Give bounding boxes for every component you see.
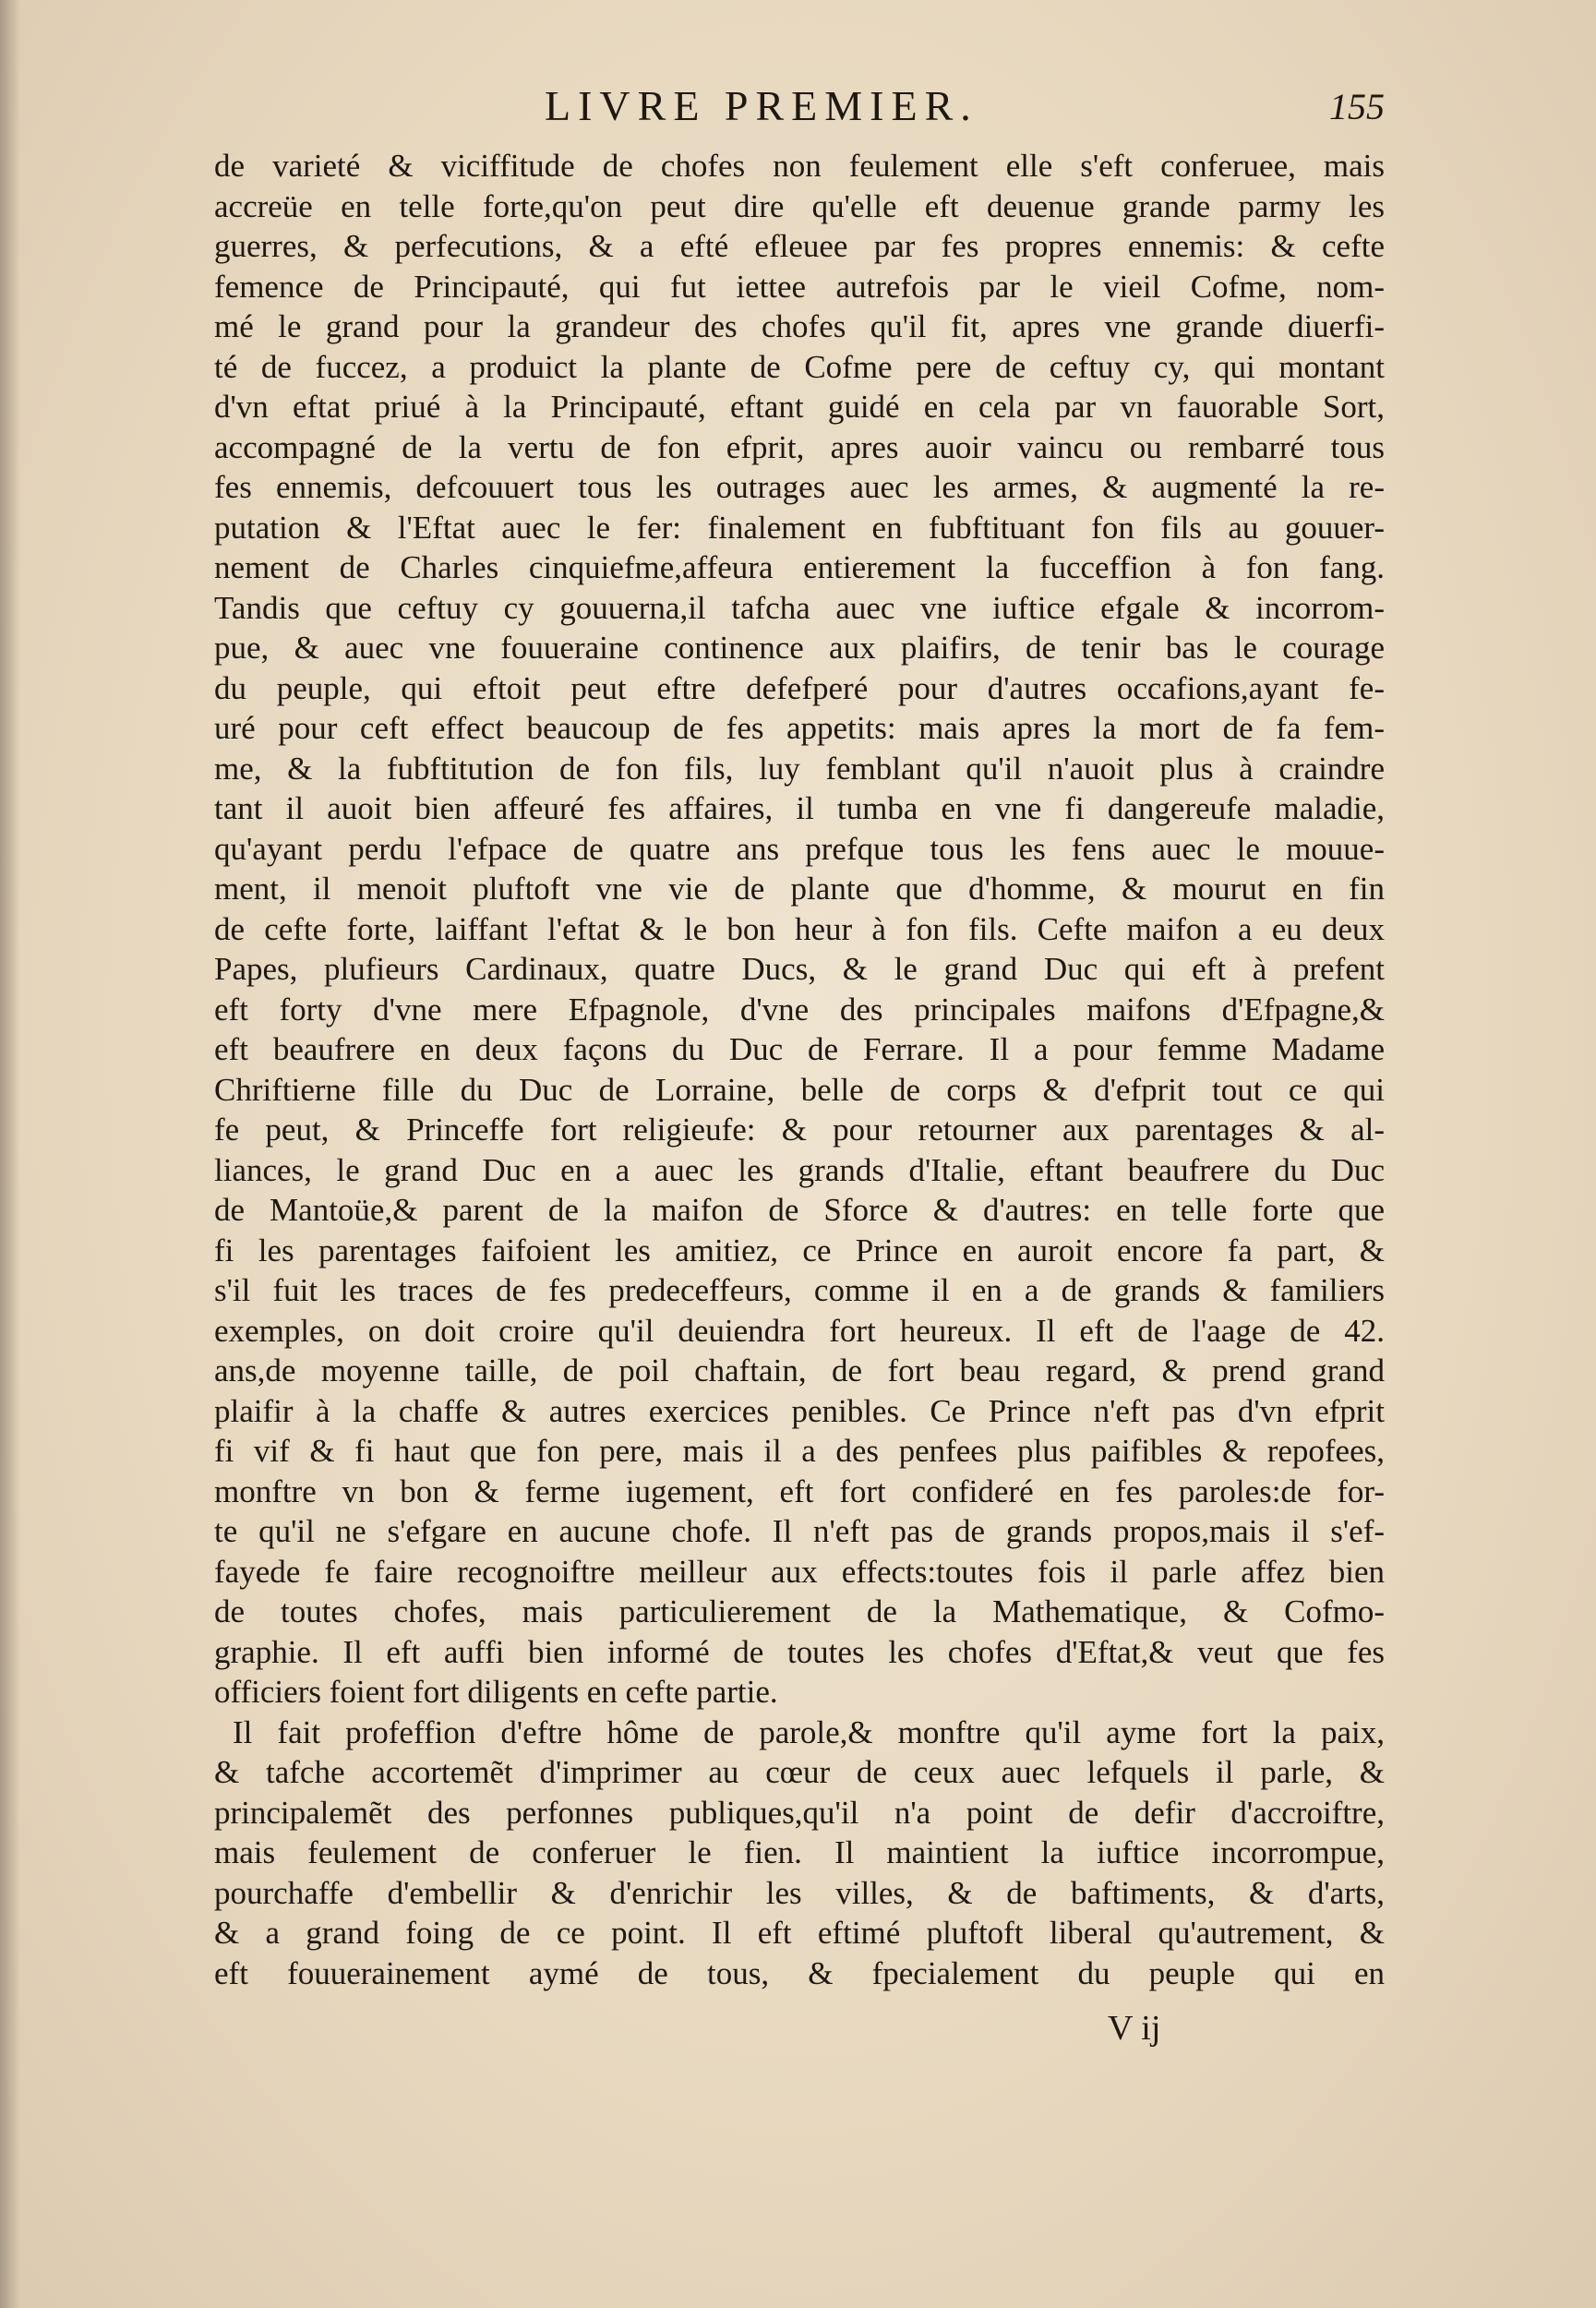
text-line: s'il fuit les traces de fes predeceffeurs, comme il en a de grands & familiers (214, 1272, 1385, 1308)
text-line: putation & l'Eftat auec le fer: finalement en fubftituant fon fils au gouuer- (214, 509, 1385, 546)
text-line: du peuple, qui eftoit peut eftre defefperé pour d'autres occafions,ayant fe- (214, 669, 1385, 706)
text-line: Papes, plufieurs Cardinaux, quatre Ducs, & le grand Duc qui eft à prefent (214, 951, 1385, 987)
text-line: Chriftierne fille du Duc de Lorraine, belle de corps & d'efprit tout ce qui (214, 1071, 1385, 1108)
text-line: graphie. Il eft auffi bien informé de toutes les chofes d'Eftat,& veut que fes (214, 1633, 1385, 1670)
binding-shadow (0, 0, 20, 2308)
text-line: guerres, & perfecutions, & a efté efleuee par fes propres ennemis: & cefte (214, 228, 1385, 264)
text-line: eft beaufrere en deux façons du Duc de Ferrare. Il a pour femme Madame (214, 1031, 1385, 1067)
text-line: qu'ayant perdu l'efpace de quatre ans prefque tous les fens auec le mouue- (214, 830, 1385, 867)
signature-mark: V ij (1108, 2009, 1161, 2048)
text-line: fi les parentages faifoient les amitiez, ce Prince en auroit encore fa part, & (214, 1232, 1385, 1268)
text-line: de toutes chofes, mais particulierement de la Mathematique, & Cofmo- (214, 1593, 1385, 1629)
text-line: ans,de moyenne taille, de poil chaftain, de fort beau regard, & prend grand (214, 1352, 1385, 1388)
text-line: ment, il menoit pluftoft vne vie de plante que d'homme, & mourut en fin (214, 871, 1385, 907)
text-line: fayede fe faire recognoiftre meilleur aux effects:toutes fois il parle affez bien (214, 1553, 1385, 1590)
text-line: te qu'il ne s'efgare en aucune chofe. Il n'eft pas de grands propos,mais il s'ef- (214, 1513, 1385, 1549)
text-line: mais feulement de conferuer le fien. Il maintient la iuftice incorrompue, (214, 1834, 1385, 1870)
text-line: tant il auoit bien affeuré fes affaires, il tumba en vne fi dangereufe maladie, (214, 790, 1385, 826)
text-line: de Mantoüe,& parent de la maifon de Sforce & d'autres: en telle forte que (214, 1192, 1385, 1228)
text-line: accompagné de la vertu de fon efprit, apres auoir vaincu ou rembarré tous (214, 428, 1385, 465)
text-line: plaifir à la chaffe & autres exercices penibles. Ce Prince n'eft pas d'vn efprit (214, 1392, 1385, 1429)
text-line: fe peut, & Princeffe fort religieufe: & pour retourner aux parentages & al- (214, 1112, 1385, 1148)
text-line: d'vn eftat priué à la Principauté, eftant guidé en cela par vn fauorable Sort, (214, 389, 1385, 425)
text-line: me, & la fubftitution de fon fils, luy femblant qu'il n'auoit plus à craindre (214, 750, 1385, 787)
text-line: de cefte forte, laiffant l'eftat & le bon heur à fon fils. Cefte maifon a eu deux (214, 910, 1385, 947)
text-line: liances, le grand Duc en a auec les grands d'Italie, eftant beaufrere du Duc (214, 1151, 1385, 1188)
text-line: de varieté & viciffitude de chofes non feulement elle s'eft conferuee, mais (214, 148, 1385, 184)
text-line: pourchaffe d'embellir & d'enrichir les villes, & de baftiments, & d'arts, (214, 1874, 1385, 1911)
page-number: 155 (1329, 86, 1385, 127)
text-line: principalemẽt des perfonnes publiques,qu'il n'a point de defir d'accroiftre, (214, 1794, 1385, 1831)
text-line: té de fuccez, a produict la plante de Cofme pere de ceftuy cy, qui montant (214, 348, 1385, 385)
page-header (212, 81, 1385, 137)
text-line: Il fait profeffion d'eftre hôme de parole,& monftre qu'il ayme fort la paix, (233, 1713, 1385, 1750)
text-line: fes ennemis, defcouuert tous les outrages auec les armes, & augmenté la re- (214, 469, 1385, 505)
body-text (214, 146, 1385, 1993)
text-line: officiers foient fort diligents en cefte partie. (214, 1674, 778, 1710)
text-line: nement de Charles cinquiefme,affeura entierement la fucceffion à fon fang. (214, 549, 1385, 585)
text-line: pue, & auec vne fouueraine continence aux plaifirs, de tenir bas le courage (214, 630, 1385, 666)
text-line: & a grand foing de ce point. Il eft eftimé pluftoft liberal qu'autrement, & (214, 1915, 1385, 1951)
text-line: exemples, on doit croire qu'il deuiendra fort heureux. Il eft de l'aage de 42. (214, 1312, 1385, 1349)
text-line: mé le grand pour la grandeur des chofes qu'il fit, apres vne grande diuerfi- (214, 308, 1385, 344)
text-line: eft forty d'vne mere Efpagnole, d'vne des principales maifons d'Efpagne,& (214, 991, 1385, 1028)
text-line: monftre vn bon & ferme iugement, eft fort confideré en fes paroles:de for- (214, 1473, 1385, 1509)
text-line: accreüe en telle forte,qu'on peut dire qu'elle eft deuenue grande parmy les (214, 187, 1385, 224)
text-line: eft fouuerainement aymé de tous, & fpecialement du peuple qui en (214, 1954, 1385, 1991)
text-line: uré pour ceft effect beaucoup de fes appetits: mais apres la mort de fa fem- (214, 710, 1385, 746)
text-line: & tafche accortemẽt d'imprimer au cœur de ceux auec lefquels il parle, & (214, 1754, 1385, 1790)
text-line: femence de Principauté, qui fut iettee autrefois par le vieil Cofme, nom- (214, 268, 1385, 305)
text-line: Tandis que ceftuy cy gouuerna,il tafcha auec vne iuftice efgale & incorrom- (214, 589, 1385, 626)
text-line: fi vif & fi haut que fon pere, mais il a des penfees plus paifibles & repofees, (214, 1433, 1385, 1469)
running-head: LIVRE PREMIER. (545, 82, 978, 129)
